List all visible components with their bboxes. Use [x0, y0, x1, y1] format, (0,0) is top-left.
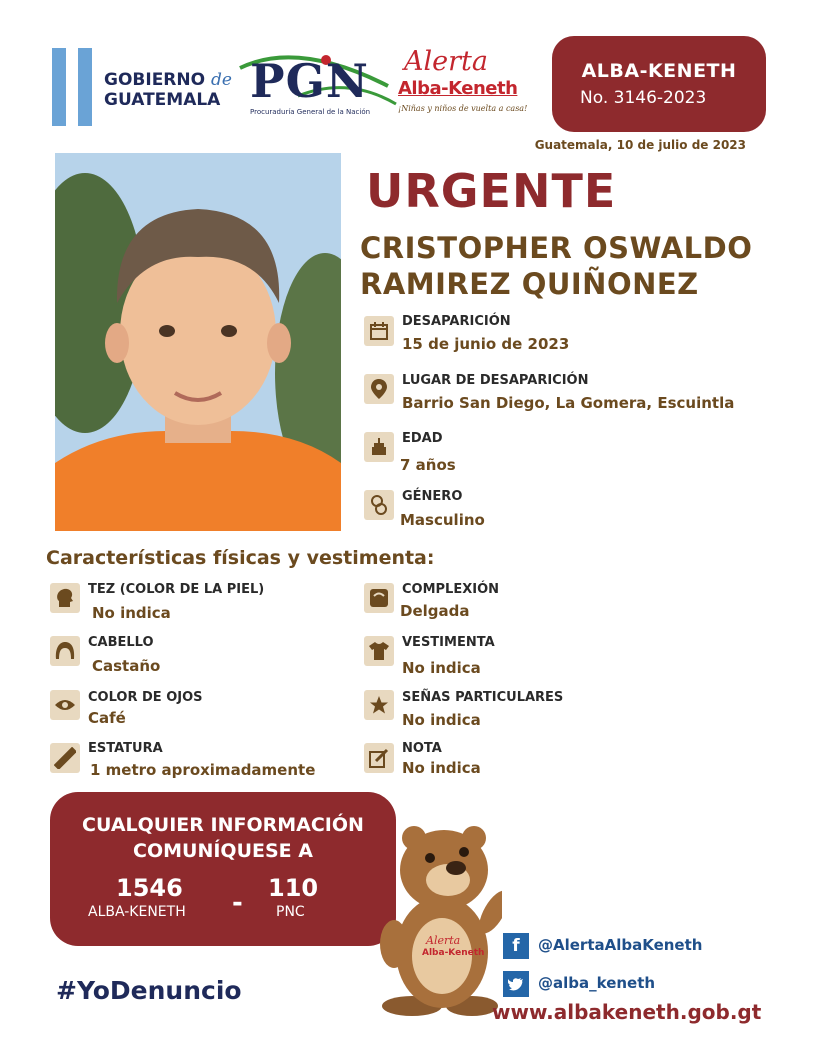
height-label: ESTATURA — [88, 741, 163, 756]
gender-value: Masculino — [400, 511, 485, 529]
tshirt-icon — [364, 636, 394, 666]
mascot-belly-text-1: Alerta — [426, 934, 461, 947]
eye-color-label: COLOR DE OJOS — [88, 690, 203, 705]
disappearance-label: DESAPARICIÓN — [402, 314, 511, 329]
disappearance-date: 15 de junio de 2023 — [402, 335, 570, 353]
gobierno-logo-text: GOBIERNO de GUATEMALA — [104, 70, 232, 110]
head-profile-icon — [50, 583, 80, 613]
star-icon — [364, 690, 394, 720]
scale-icon — [364, 583, 394, 613]
characteristics-title: Características físicas y vestimenta: — [46, 547, 435, 569]
case-number-box — [552, 36, 766, 132]
location-label: LUGAR DE DESAPARICIÓN — [402, 373, 589, 388]
note-value: No indica — [402, 759, 481, 777]
location-value: Barrio San Diego, La Gomera, Escuintla — [402, 394, 735, 412]
phone-alba-keneth-label: ALBA-KENETH — [88, 904, 186, 920]
age-value: 7 años — [400, 456, 456, 474]
pgn-logo: PGN Procuraduría General de la Nación — [238, 46, 398, 118]
twitter-icon[interactable] — [503, 971, 529, 997]
age-label: EDAD — [402, 431, 443, 446]
ruler-icon — [50, 743, 80, 773]
facebook-icon[interactable]: f — [503, 933, 529, 959]
calendar-icon — [364, 316, 394, 346]
gender-icon — [364, 490, 394, 520]
website-link[interactable]: www.albakeneth.gob.gt — [492, 1000, 762, 1024]
height-value: 1 metro aproximadamente — [90, 761, 316, 779]
note-pencil-icon — [364, 743, 394, 773]
hashtag-yodenuncio: #YoDenuncio — [56, 976, 242, 1005]
phone-pnc-label: PNC — [276, 904, 305, 920]
build-label: COMPLEXIÓN — [402, 582, 500, 597]
eye-color-value: Café — [88, 709, 126, 727]
hair-value: Castaño — [92, 657, 161, 675]
case-number: No. 3146-2023 — [580, 88, 707, 108]
bear-mascot-image — [372, 822, 502, 1018]
phone-separator: - — [232, 888, 243, 918]
cake-icon — [364, 432, 394, 462]
urgent-heading: URGENTE — [366, 164, 617, 218]
eye-icon — [50, 690, 80, 720]
missing-person-name: CRISTOPHER OSWALDO RAMIREZ QUIÑONEZ — [360, 231, 753, 301]
facebook-handle[interactable]: @AlertaAlbaKeneth — [538, 936, 703, 954]
hair-label: CABELLO — [88, 635, 154, 650]
phone-alba-keneth[interactable]: 1546 — [116, 874, 183, 902]
distinguishing-marks-label: SEÑAS PARTICULARES — [402, 690, 564, 705]
clothing-label: VESTIMENTA — [402, 635, 495, 650]
location-pin-icon — [364, 374, 394, 404]
contact-title: CUALQUIER INFORMACIÓN COMUNÍQUESE A — [82, 814, 364, 862]
skin-tone-value: No indica — [92, 604, 171, 622]
gobierno-logo-bars — [52, 48, 96, 126]
contact-box — [50, 792, 396, 946]
twitter-handle[interactable]: @alba_keneth — [538, 974, 656, 992]
child-photo — [55, 153, 341, 531]
hair-icon — [50, 636, 80, 666]
skin-tone-label: TEZ (COLOR DE LA PIEL) — [88, 582, 265, 597]
gender-label: GÉNERO — [402, 489, 463, 504]
bulletin-date: Guatemala, 10 de julio de 2023 — [534, 138, 746, 152]
phone-pnc[interactable]: 110 — [268, 874, 319, 902]
clothing-value: No indica — [402, 659, 481, 677]
mascot-belly-text-2: Alba-Keneth — [422, 948, 485, 958]
note-label: NOTA — [402, 741, 442, 756]
build-value: Delgada — [400, 602, 470, 620]
alerta-alba-keneth-logo: Alerta Alba-Keneth ¡Niñas y niños de vuelta a casa! — [398, 46, 528, 113]
case-title: ALBA-KENETH — [581, 60, 737, 82]
distinguishing-marks-value: No indica — [402, 711, 481, 729]
